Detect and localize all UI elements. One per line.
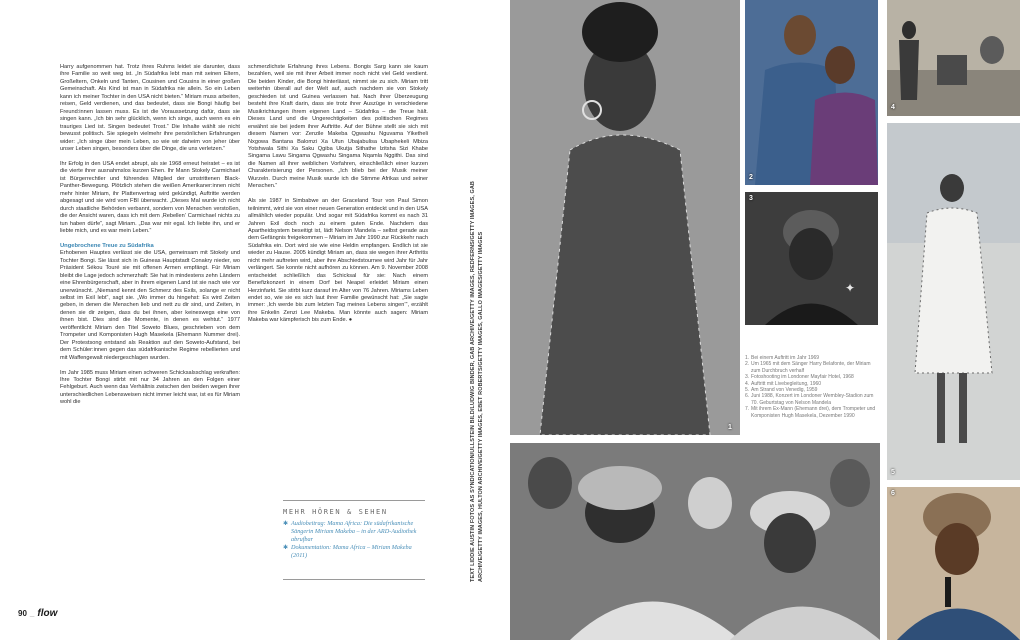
photo-6 xyxy=(887,487,1020,640)
photo-number: 5 xyxy=(891,469,895,476)
caption-number: 2. xyxy=(745,361,750,368)
more-info-box xyxy=(283,500,425,580)
photo-credits: TEXT LIDDIE AUSTIN FOTOS AS SYNDICATION/ULLSTEIN BILD/LUDWIG BINDER, GAB ARCHIVE/GETTY IMAGES, REDFERNS/GETTY IMAGES, GAB ARCHIVE/GETTY IMAGES, HULTON ARCHIVE/GETTY IMAGES, EBET ROBERTS/GETTY IMAGES, GALLO IMAGES/GETTY IMAGES xyxy=(470,181,484,582)
photo-5 xyxy=(887,123,1020,480)
caption-text: Bei einem Auftritt im Jahr 1969 xyxy=(751,355,820,361)
article-paragraph: Als sie 1987 in Simbabwe an der Graceland Tour von Paul Simon teilnimmt, wird sie von einer neuen Generation entdeckt und in den USA allmählich wieder populär. Und sogar mit Südafrika kommt es nach 31 Jahren Exil doch noch zu einem guten Ende. Nachdem das Apartheidsystem beseitigt ist, lädt Nelson Mandela – selbst gerade aus dem Gefängnis freigekommen – Miriam im Jahr 1990 zur Rückkehr nach Südafrika ein. Dort wird sie wie eine Heldin empfangen. Endlich ist sie wieder zu Hause. 2005 kündigt Miriam an, dass sie wegen ihrer Arthritis nicht mehr auftreten wird, aber ihre Abschiedstournee wird Jahr für Jahr verlängert. Sie konnte nicht aufhören zu können. Am 9. November 2008 entscheidet schließlich das Schicksal für sie: Nach einem Benefizkonzert in einem Dorf bei Neapel erleidet Miriam einen Herzinfarkt. Sie stirbt kurz darauf im Alter von 76 Jahren. Miriams Leben endet so, wie sie es sich laut ihrer Familie gewünscht hat: „Sie sagte immer: ‚Ich werde bis zum letzten Tag meines Lebens singen‘“, erzählt ihre Enkelin Zenzi Lee Makeba. Man könnte auch sagen: Miriam Makeba war kämpferisch bis zum Ende. ● xyxy=(248,198,429,324)
photo-1-illustration xyxy=(510,0,740,435)
more-info-title: MEHR HÖREN & SEHEN xyxy=(283,508,388,516)
more-info-item-text: Dokumentation: Mama Africa – Miriam Makeba (2011) xyxy=(291,544,412,559)
caption-item xyxy=(745,406,880,419)
photo-2-illustration xyxy=(745,0,878,185)
caption-item xyxy=(745,361,880,374)
photo-2 xyxy=(745,0,878,185)
caption-number: 1. xyxy=(745,355,750,361)
caption-text: Auftritt mit Livebegleitung, 1960 xyxy=(751,380,822,387)
more-info-item[interactable] xyxy=(283,520,425,544)
article-paragraph: Ihr Erfolg in den USA endet abrupt, als sie 1968 erneut heiratet – es ist die vierte ihrer ausnahmslos kurzen Ehen. Ihr Mann Stokely Carmichael ist Bürgerrechtler und führendes Mitglied der umstrittenen Black-Panther-Bewegung. Plötzlich stehen die weißen Amerikaner:innen nicht mehr hinter Miriam, ihr Plattenvertrag wird gekündigt, Auftritte werden abgesagt und sie wird vom FBI überwacht. „Dieses Mal wurde ich nicht durch staatliche Behörden verbannt, sondern von Menschen verstoßen, die der Ansicht waren, dass ich mit dem ‚Rebellen‘ Carmichael nichts zu tun haben dürfe“, sagt Miriam. „Das war mir egal. Ich liebte ihn, und er liebte mich, und es war mein Leben.“ xyxy=(60,160,240,234)
photo-number: 6 xyxy=(891,490,895,497)
magazine-logo: flow xyxy=(37,608,58,619)
photo-5-illustration xyxy=(887,123,1020,480)
caption-number: 6. xyxy=(745,393,750,400)
article-paragraph: Harry aufgenommen hat. Trotz ihres Ruhms leidet sie darunter, dass ihre Familie so weit weg ist. „In Südafrika lebt man mit seinen Eltern, Großeltern, Onkeln und Tanten, Cousinen und Cousins in einer großen Gemeinschaft. Als Kind ist man in Südafrika nie allein. So ein Leben kann ich meiner Tochter in den USA nicht bieten.“ Miriam muss arbeiten, reisen, Geld verdienen, und das bedeutet, dass sie Bongi häufig bei Freund:innen lassen muss. Es ist die Voraussetzung dafür, dass sie singen kann. „Ich bin sehr glücklich, wenn ich singe, auch wenn es ein trauriges Lied ist. Singen bedeutet Trost.“ Die Inhalte wählt sie nicht bewusst politisch. Sie spiegeln vielmehr ihre persönlichen Erfahrungen wider: „Ich singe über mein Leben, so wie wir daheim von jeher über unser Leben singen, besonders über die Dinge, die uns verletzen.“ xyxy=(60,64,240,152)
folio-separator: _ xyxy=(29,609,35,618)
page-folio xyxy=(18,608,57,619)
photo-number: 2 xyxy=(749,174,753,181)
article-paragraph: schmerzlichste Erfahrung ihres Lebens. Bongis Sarg kann sie kaum bezahlen, weil sie mit ihrer Arbeit immer noch nicht viel Geld verdient. Die beiden Kinder, die Bongi hinterlässt, nimmt sie zu sich. Miriam tritt weiterhin überall auf der Welt auf, auch nachdem sie von Stokely geschieden ist und Guinea verlassen hat. Nach ihrer Überzeugung besteht ihre Kraft darin, dass sie trotz ihrer Auszüge in verschiedene Musikrichtungen ihrem eigenen Land – Südafrika – die Treue hält. Dieses Land und die Ungerechtigkeiten des politischen Regimes erwähnt sie bei jedem ihrer Auftritte. Auf der Bühne stellt sie sich mit diesem Namen vor: Zenzile Makeba Qgwashu Nguvama Yiketheli Nxgowa Bantana Balomzi Xa Ufun Ubajabulisa Ubaphekeli Mbiza Yotshwala Sithi Xa Saku Qgiba Ukutja Sithathe Izitsha Sizi Khabe Singama Lawu Singama Qgwashu Singama Nqamla Nggithi. Das sind die Namen all ihrer weiblichen Vorfahren, einschließlich einer kurzen Charakterisierung der Personen. „Ich blieb bei der Musik meiner Wurzeln. Durch meine Musik wurde ich die Stimme Afrikas und seiner Menschen.“ xyxy=(248,64,428,190)
photo-captions xyxy=(745,355,880,419)
section-subheading: Ungebrochene Treue zu Südafrika xyxy=(60,242,154,249)
photo-number: 3 xyxy=(749,195,753,202)
page-number: 90 xyxy=(18,609,27,618)
photo-6-illustration xyxy=(887,487,1020,640)
photo-number: 4 xyxy=(891,104,895,111)
more-info-item[interactable] xyxy=(283,544,425,560)
star-icon: ✱ xyxy=(283,544,289,551)
article-column-left xyxy=(60,64,240,414)
svg-text:✦: ✦ xyxy=(845,281,856,295)
article-column-right xyxy=(248,64,428,332)
caption-text: Am Strand von Venedig, 1959 xyxy=(751,387,818,394)
photo-7-illustration xyxy=(510,443,880,640)
photo-4 xyxy=(887,0,1020,116)
caption-text: Um 1965 mit dem Sänger Harry Belafonte, der Miriam zum Durchbruch verhalf xyxy=(751,361,871,374)
photo-7 xyxy=(510,443,880,640)
caption-number: 3. xyxy=(745,374,750,381)
photo-1 xyxy=(510,0,740,435)
photo-number: 1 xyxy=(728,424,732,431)
caption-text: Mit ihrem Ex-Mann (Ehemann drei), dem Trompeter und Komponisten Hugh Masekela, Dezember 1990 xyxy=(751,406,876,419)
more-info-item-text: Audiobeitrag: Mama Africa: Die südafrikanische Sängerin Miriam Makeba – in der ARD-Audiothek abrufbar xyxy=(291,520,417,543)
star-icon: ✱ xyxy=(283,520,289,527)
caption-number: 5. xyxy=(745,387,750,394)
caption-item xyxy=(745,393,880,406)
article-paragraph: Im Jahr 1985 muss Miriam einen schweren Schicksalsschlag verkraften: Ihre Tochter Bongi stirbt mit nur 34 Jahren an den Folgen einer Fehlgeburt. Auch wenn das Verhältnis zwischen den beiden wegen ihrer unterschiedlichen Lebensweisen nicht immer leicht war, ist es für Miriam wohl die xyxy=(60,369,240,406)
caption-number: 7. xyxy=(745,406,750,413)
photo-4-illustration xyxy=(887,0,1020,116)
photo-3 xyxy=(745,192,878,325)
photo-3-illustration xyxy=(745,192,878,325)
caption-text: Fotoshooting im Londoner Mayfair Hotel, 1968 xyxy=(751,374,854,381)
caption-text: Juni 1988, Konzert im Londoner Wembley-Stadion zum 70. Geburtstag von Nelson Mandela xyxy=(751,393,874,406)
caption-number: 4. xyxy=(745,380,750,387)
article-paragraph: Erhobenen Hauptes verlässt sie die USA, gemeinsam mit Stokely und Tochter Bongi. Sie lässt sich in Guineas Hauptstadt Conakry nieder, wo Präsident Sékou Touré sie mit offenen Armen empfängt. Für Miriam bleibt die Lage jedoch schmerzhaft: Sie hat in mindestens zehn Ländern eine Ehrenbürgerschaft, aber in ihrem eigenen Land ist sie nach wie vor unerwünscht. „Niemand kennt den Schmerz des Exils, solange er nicht selbst im Exil lebt“, sagt sie. „Wo immer du hingehst: Es wird Zeiten geben, in denen die Menschen lieb und nett zu dir sind, und Zeiten, in denen sie dir zeigen, dass du bei ihnen, aber keineswegs eine von ihnen bist. Dies sind die Momente, in denen es wehtut.“ 1977 veröffentlicht Miriam den Titel Soweto Blues, geschrieben von dem Trompeter und Komponisten Hugh Masekela (Ehemann Nummer drei). Der Protestsong entstand als Reaktion auf den Soweto-Aufstand, bei dem Schüler:innen gegen das südafrikanische Regime rebellierten und mit Waffengewalt niedergeschlagen wurden. xyxy=(60,250,240,361)
